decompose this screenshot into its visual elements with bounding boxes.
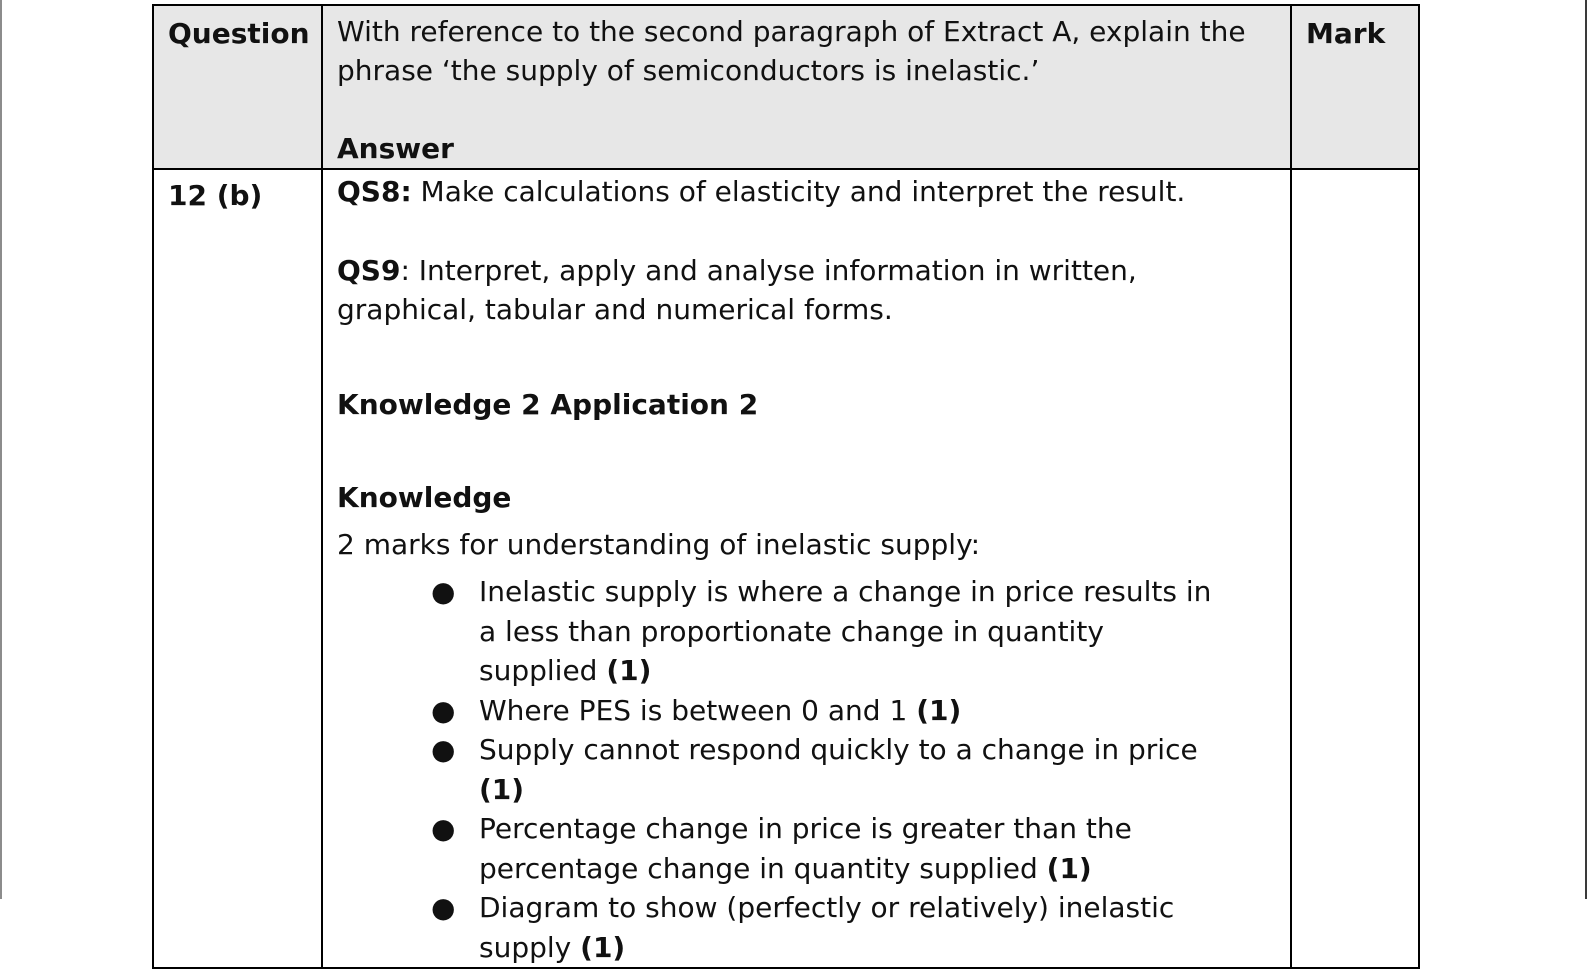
qs8-text: Make calculations of elasticity and interpret the result. — [411, 175, 1186, 208]
page-left-edge — [0, 0, 2, 899]
question-number: 12 (b) — [168, 179, 263, 212]
bullet-icon: ● — [431, 891, 456, 924]
question-header-cell — [153, 5, 322, 169]
question-header-label: Question — [168, 17, 310, 50]
criteria-mark: (1) — [916, 693, 962, 727]
knowledge-criteria-list — [337, 572, 1278, 967]
qs9-line — [337, 251, 1278, 329]
mark-scheme-table — [152, 4, 1420, 969]
mark-cell — [1291, 169, 1419, 968]
answer-header-label: Answer — [337, 132, 454, 165]
bullet-icon: ● — [431, 693, 456, 727]
qs9-text: : Interpret, apply and analyse information in written, graphical, tabular and numerical forms. — [337, 254, 1137, 326]
criteria-item — [337, 691, 1219, 731]
qs8-code: QS8: — [337, 175, 412, 208]
criteria-text: Supply cannot respond quickly to a change in price — [479, 733, 1198, 766]
bullet-icon: ● — [431, 733, 456, 766]
criteria-item — [337, 730, 1219, 809]
bullet-icon: ● — [431, 812, 456, 845]
criteria-text: Percentage change in price is greater than the percentage change in quantity supplied — [479, 812, 1132, 885]
criteria-mark: (1) — [580, 930, 626, 964]
criteria-item — [337, 572, 1219, 691]
criteria-text: Diagram to show (perfectly or relatively) inelastic supply — [479, 891, 1175, 964]
answer-row — [153, 169, 1419, 968]
criteria-mark: (1) — [606, 654, 652, 687]
header-row — [153, 5, 1419, 169]
qs8-line — [337, 172, 1278, 211]
criteria-mark: (1) — [1046, 851, 1092, 885]
criteria-item — [337, 888, 1219, 967]
mark-allocation: Knowledge 2 Application 2 — [337, 388, 759, 421]
question-number-cell — [153, 169, 322, 968]
mark-header-label: Mark — [1306, 17, 1386, 50]
criteria-text: Where PES is between 0 and 1 — [479, 693, 917, 727]
knowledge-intro: 2 marks for understanding of inelastic supply: — [337, 528, 981, 561]
qs9-code: QS9 — [337, 254, 401, 287]
knowledge-heading: Knowledge — [337, 481, 512, 514]
prompt-header-cell — [322, 5, 1291, 169]
criteria-item — [337, 809, 1219, 888]
bullet-icon: ● — [431, 575, 456, 608]
mark-header-cell — [1291, 5, 1419, 169]
question-prompt: With reference to the second paragraph of Extract A, explain the phrase ‘the supply of semiconductors is inelastic.’ — [337, 15, 1246, 87]
answer-cell — [322, 169, 1291, 968]
criteria-mark: (1) — [479, 772, 525, 806]
criteria-text: Inelastic supply is where a change in price results in a less than proportionate change in quantity supplied — [479, 575, 1212, 687]
